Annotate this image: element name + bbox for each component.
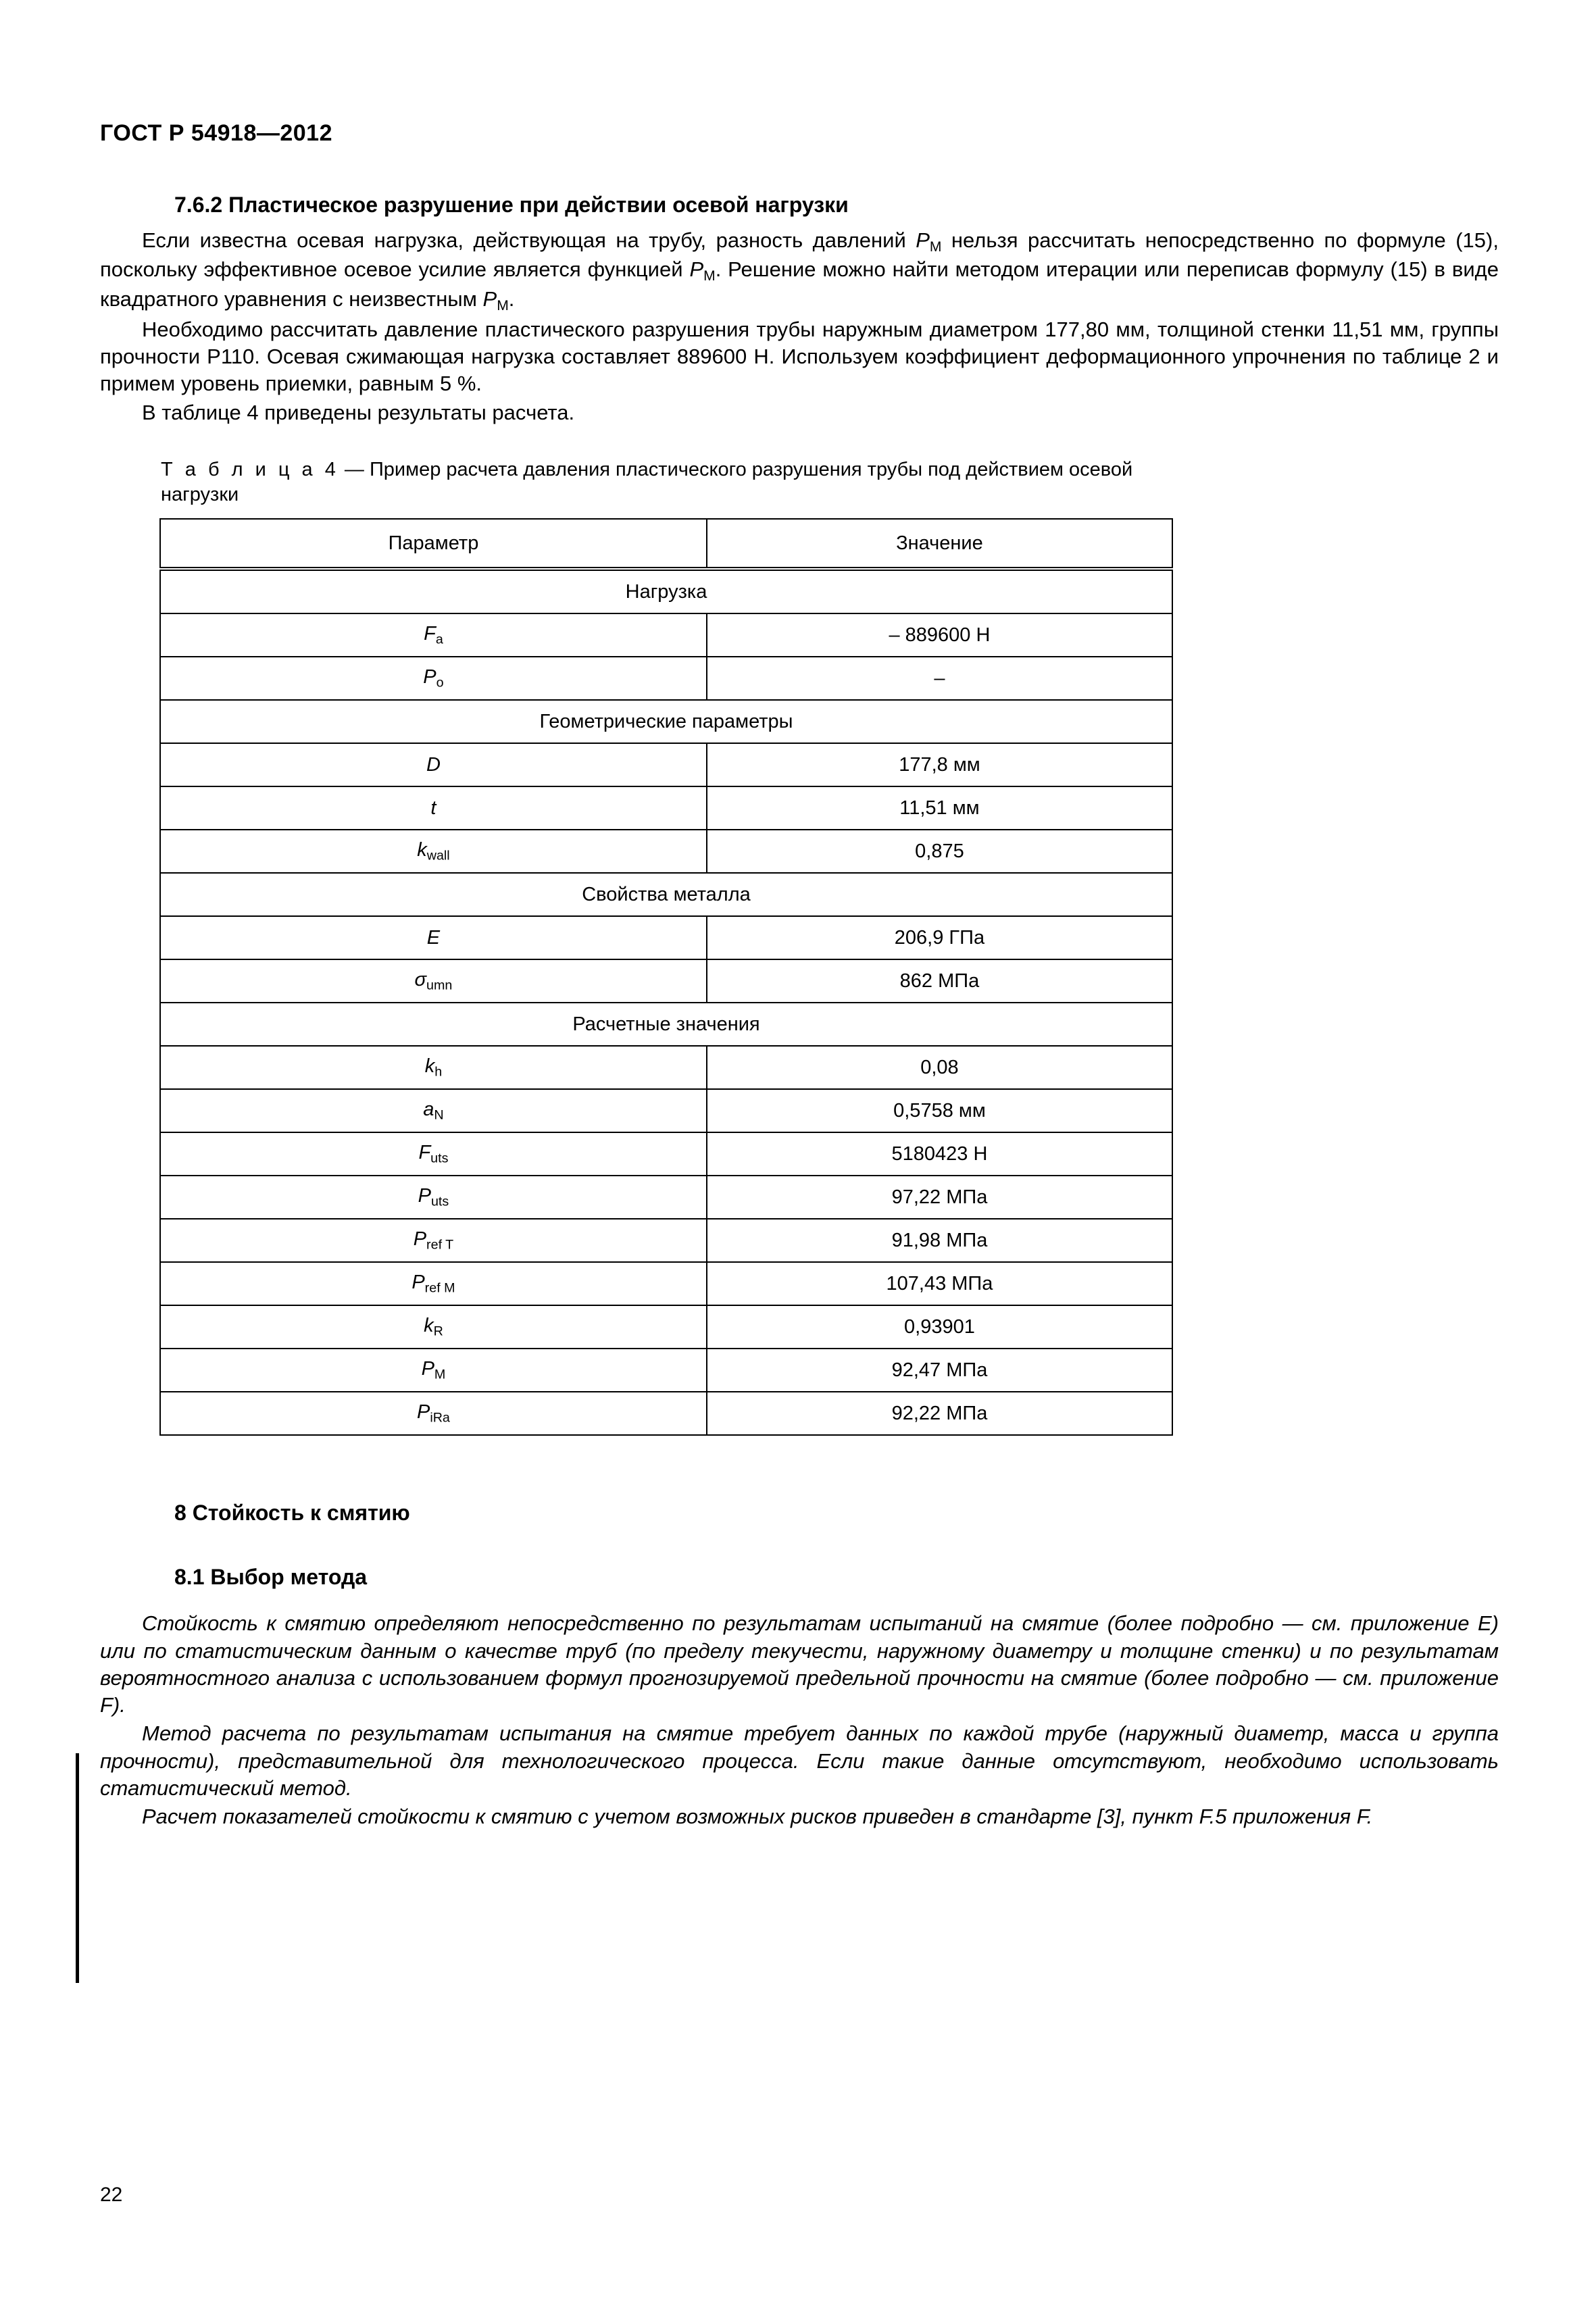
- section-8-1-body: [100, 1610, 1499, 1830]
- table-cell-param: [160, 1176, 707, 1219]
- table-cell-param: [160, 959, 707, 1003]
- table-group-title: Расчетные значения: [160, 1003, 1172, 1046]
- table-cell-param: [160, 1262, 707, 1305]
- table-caption: [161, 457, 1174, 507]
- table-row: [160, 1046, 1172, 1089]
- table-group-title: Свойства металла: [160, 873, 1172, 916]
- paragraph-3: В таблице 4 приведены результаты расчета.: [142, 400, 575, 424]
- page-number: 22: [100, 2184, 123, 2206]
- paragraph-1: [100, 227, 1499, 315]
- table-cell-param: [160, 1132, 707, 1176]
- para1-part-a: Если известна осевая нагрузка, действующая на трубу, разность давлений: [142, 228, 916, 252]
- param-subscript: ref T: [426, 1237, 454, 1253]
- table-header-cell-1: Значение: [707, 519, 1172, 569]
- param-symbol: a: [423, 1098, 434, 1120]
- table-row: [160, 959, 1172, 1003]
- table-group-row: [160, 569, 1172, 613]
- table-group-row: [160, 700, 1172, 743]
- table-cell-value: – 889600 Н: [707, 613, 1172, 657]
- param-symbol: P: [423, 665, 437, 688]
- table-cell-param: [160, 830, 707, 873]
- change-bar: [76, 1753, 79, 1983]
- table-cell-param: [160, 1046, 707, 1089]
- paragraph-2: Необходимо рассчитать давление пластического разрушения трубы наружным диаметром 177,80 мм, толщиной стенки 11,51 мм, группы прочности Р110. Осевая сжимающая нагрузка составляет 889600 Н. Используем коэффициент деформационного упрочнения по таблице 2 и примем уровень приемки, равным 5 %.: [100, 317, 1499, 396]
- param-symbol: t: [430, 797, 437, 819]
- table-row: [160, 1262, 1172, 1305]
- param-subscript: iRa: [430, 1410, 450, 1426]
- param-subscript: ref M: [424, 1280, 455, 1296]
- param-symbol: D: [426, 753, 441, 776]
- table-cell-value: –: [707, 657, 1172, 700]
- param-subscript: o: [436, 675, 444, 690]
- param-subscript: umn: [426, 978, 453, 993]
- symbol-pm-2-sub: М: [703, 268, 716, 284]
- table-row: [160, 1219, 1172, 1262]
- table-cell-value: 5180423 Н: [707, 1132, 1172, 1176]
- param-subscript: h: [434, 1064, 443, 1080]
- para1-part-b: нельзя рассчитать непосредственно по формуле (15), поскольку эффективное осевое усилие является функцией: [100, 228, 1499, 282]
- table-group-row: [160, 873, 1172, 916]
- param-symbol: F: [424, 622, 436, 645]
- table-header-row: [160, 519, 1172, 569]
- table-row: [160, 613, 1172, 657]
- symbol-pm-3-sub: М: [497, 297, 509, 313]
- table-row: [160, 786, 1172, 830]
- param-symbol: k: [424, 1055, 435, 1077]
- section8-paragraph-1: Стойкость к смятию определяют непосредственно по результатам испытаний на смятие (более подробно — см. приложение E) или по статистическим данным о качестве труб (по пределу текучести, наружному диаметру и толщине стенки) и по результатам вероятностного анализа с использованием формул прогнозируемой предельной прочности на смятие (более подробно — см. приложение F).: [100, 1611, 1499, 1717]
- param-symbol: P: [418, 1184, 431, 1207]
- table-cell-param: [160, 657, 707, 700]
- table-cell-param: [160, 1089, 707, 1132]
- table-cell-value: 107,43 МПа: [707, 1262, 1172, 1305]
- symbol-pm-2: P: [689, 257, 704, 282]
- table-cell-param: [160, 916, 707, 959]
- table-row: [160, 1176, 1172, 1219]
- table-row: [160, 1089, 1172, 1132]
- table-cell-value: 11,51 мм: [707, 786, 1172, 830]
- page-content: [100, 193, 1499, 1832]
- table-cell-param: [160, 1392, 707, 1435]
- para1-part-d: .: [508, 286, 515, 311]
- table-cell-value: 97,22 МПа: [707, 1176, 1172, 1219]
- table-row: [160, 743, 1172, 786]
- table-cell-value: 0,93901: [707, 1305, 1172, 1349]
- table-cell-param: [160, 613, 707, 657]
- symbol-pm-3: P: [482, 286, 497, 311]
- symbol-pm-1-sub: М: [929, 238, 942, 255]
- table-cell-value: 92,47 МПа: [707, 1349, 1172, 1392]
- table-cell-param: [160, 743, 707, 786]
- table-row: [160, 1305, 1172, 1349]
- table-row: [160, 1392, 1172, 1435]
- standard-header: ГОСТ Р 54918—2012: [100, 120, 333, 146]
- para1-part-c: . Решение можно найти методом итерации или переписав формулу (15) в виде квадратного уравнения с неизвестным: [100, 257, 1499, 311]
- table-row: [160, 830, 1172, 873]
- table-cell-value: 206,9 ГПа: [707, 916, 1172, 959]
- param-subscript: M: [434, 1367, 446, 1382]
- symbol-pm-1: P: [916, 228, 930, 252]
- calculation-table: [159, 518, 1173, 1436]
- table-cell-value: 862 МПа: [707, 959, 1172, 1003]
- param-symbol: P: [412, 1271, 425, 1293]
- table-group-title: Нагрузка: [160, 569, 1172, 613]
- table-cell-param: [160, 1219, 707, 1262]
- table-group-title: Геометрические параметры: [160, 700, 1172, 743]
- param-subscript: uts: [430, 1194, 449, 1209]
- param-subscript: R: [433, 1324, 443, 1339]
- param-symbol: E: [426, 926, 441, 949]
- param-symbol: P: [413, 1228, 427, 1250]
- param-subscript: wall: [426, 848, 450, 863]
- table-cell-param: [160, 1305, 707, 1349]
- table-cell-value: 0,875: [707, 830, 1172, 873]
- param-symbol: P: [416, 1401, 430, 1423]
- table-row: [160, 916, 1172, 959]
- param-symbol: F: [418, 1141, 431, 1163]
- table-cell-value: 0,08: [707, 1046, 1172, 1089]
- section8-paragraph-2: Метод расчета по результатам испытания на смятие требует данных по каждой трубе (наружный диаметр, масса и группа прочности), представительной для технологического процесса. Если такие данные отсутствуют, необходимо использовать статистический метод.: [100, 1721, 1499, 1801]
- param-symbol: k: [424, 1314, 434, 1336]
- table-cell-param: [160, 786, 707, 830]
- table-group-row: [160, 1003, 1172, 1046]
- section-8-title: 8 Стойкость к смятию: [174, 1501, 410, 1526]
- table-row: [160, 657, 1172, 700]
- param-symbol: σ: [414, 968, 427, 990]
- table-header-cell-0: Параметр: [160, 519, 707, 569]
- param-subscript: N: [434, 1107, 444, 1123]
- table-row: [160, 1132, 1172, 1176]
- param-symbol: k: [417, 838, 427, 861]
- section-8-1-title: 8.1 Выбор метода: [174, 1565, 368, 1590]
- param-symbol: P: [421, 1357, 434, 1380]
- table-cell-param: [160, 1349, 707, 1392]
- table-cell-value: 177,8 мм: [707, 743, 1172, 786]
- table-caption-label: Т а б л и ц а 4: [161, 459, 339, 481]
- section-title: 7.6.2 Пластическое разрушение при действии осевой нагрузки: [174, 193, 849, 217]
- table-caption-text: — Пример расчета давления пластического разрушения трубы под действием осевой нагрузки: [161, 459, 1133, 506]
- section8-paragraph-3: Расчет показателей стойкости к смятию с учетом возможных рисков приведен в стандарте [3], пункт F.5 приложения F.: [142, 1805, 1373, 1829]
- table-row: [160, 1349, 1172, 1392]
- table-cell-value: 0,5758 мм: [707, 1089, 1172, 1132]
- table-cell-value: 92,22 МПа: [707, 1392, 1172, 1435]
- param-subscript: uts: [430, 1151, 449, 1166]
- param-subscript: a: [435, 632, 443, 647]
- table-cell-value: 91,98 МПа: [707, 1219, 1172, 1262]
